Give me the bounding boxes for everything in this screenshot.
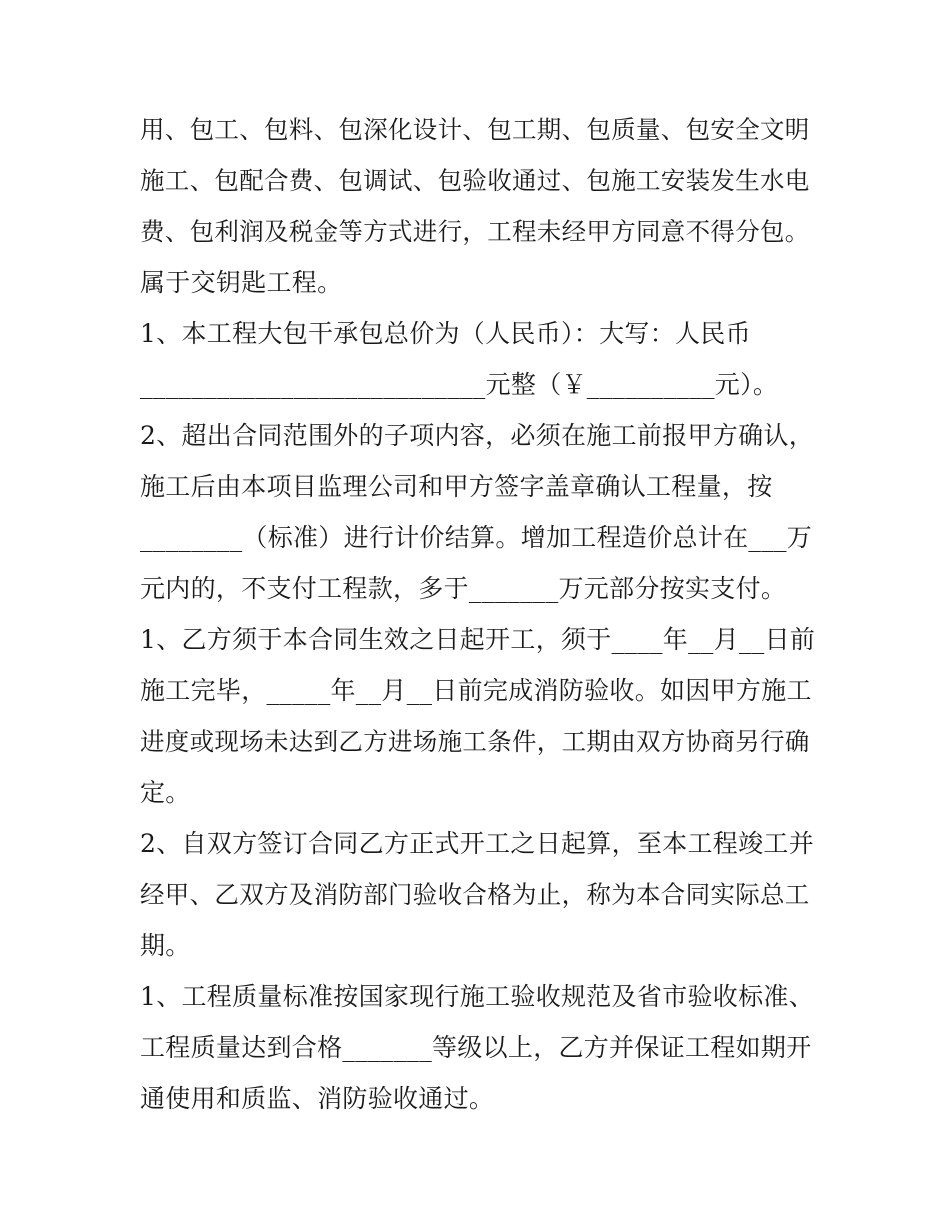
text-line-3: 费、包利润及税金等方式进行，工程未经甲方同意不得分包。 [140, 217, 810, 246]
text-line-20: 通使用和质监、消防验收通过。 [140, 1084, 495, 1113]
text-line-15: 2、自双方签订合同乙方正式开工之日起算，至本工程竣工并 [140, 829, 815, 858]
text-line-6: ___________________________元整（￥__________元）。 [140, 370, 779, 399]
text-line-13: 进度或现场未达到乙方进场施工条件，工期由双方协商另行确 [140, 727, 810, 756]
text-line-9: ________（标准）进行计价结算。增加工程造价总计在___万 [140, 523, 813, 552]
text-line-1: 用、包工、包料、包深化设计、包工期、包质量、包安全文明 [140, 115, 810, 144]
text-line-12: 施工完毕，_____年__月__日前完成消防验收。如因甲方施工 [140, 676, 812, 705]
text-line-16: 经甲、乙双方及消防部门验收合格为止，称为本合同实际总工 [140, 880, 810, 909]
text-line-5: 1、本工程大包干承包总价为（人民币）：大写：人民币 [140, 319, 751, 348]
text-line-17: 期。 [140, 931, 191, 960]
text-line-8: 施工后由本项目监理公司和甲方签字盖章确认工程量，按 [140, 472, 773, 501]
text-line-10: 元内的，不支付工程款，多于_______万元部分按实支付。 [140, 574, 787, 603]
text-line-14: 定。 [140, 778, 191, 807]
text-line-4: 属于交钥匙工程。 [140, 268, 343, 297]
text-line-18: 1、工程质量标准按国家现行施工验收规范及省市验收标准、 [140, 982, 815, 1011]
text-line-2: 施工、包配合费、包调试、包验收通过、包施工安装发生水电 [140, 166, 810, 195]
text-line-11: 1、乙方须于本合同生效之日起开工，须于____年__月__日前 [140, 625, 816, 654]
text-line-7: 2、超出合同范围外的子项内容，必须在施工前报甲方确认， [140, 421, 815, 450]
document-body [140, 104, 820, 1124]
text-line-19: 工程质量达到合格_______等级以上，乙方并保证工程如期开 [140, 1033, 812, 1062]
